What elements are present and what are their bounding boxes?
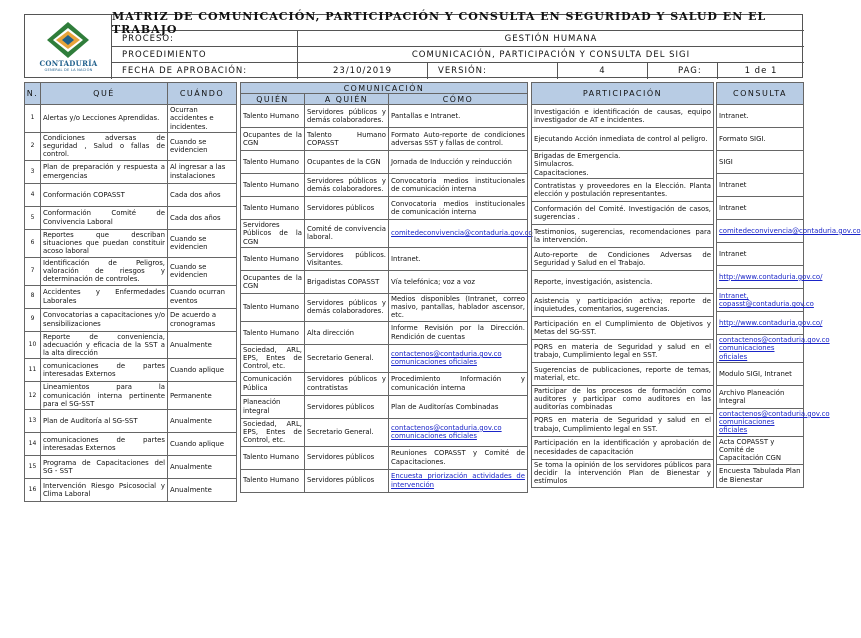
table-row [532,413,714,436]
cell-consulta [717,220,861,243]
cell-quien: Talento Humano [241,247,305,270]
cell-consulta: Intranet [717,197,804,220]
proceso-value: GESTIÓN HUMANA [504,33,598,44]
table-row [25,410,237,433]
logo-text: CONTADURÍA [39,59,98,68]
cell-como: Pantallas e Intranet. [389,105,528,128]
cell-a-quien: Ocupantes de la CGN [305,151,389,174]
cell-que: Intervención Riesgo Psicosocial y Clima Laboral [41,479,168,502]
cell-quien: Talento Humano [241,174,305,197]
table-row [717,266,804,289]
cell-cuando: Cada dos años [168,183,237,206]
link-consulta[interactable]: contactenos@contaduria.gov.co comunicaciones oficiales [719,409,830,435]
cell-cuando: Anualmente [168,410,237,433]
cell-participacion: Reporte, investigación, asistencia. [532,270,714,293]
que-cuando-table [24,82,237,502]
cell-n: 2 [25,132,41,160]
cell-participacion: Auto-reporte de Condiciones Adversas de Seguridad y Salud en el Trabajo. [532,247,714,270]
cell-como [389,344,528,372]
cell-como: Informe Revisión por la Dirección. Rendición de cuentas [389,321,528,344]
column-header-como: CÓMO [389,94,528,105]
cell-consulta: Acta COPASST y Comité de Capacitación CGN [717,436,804,464]
link-como[interactable]: contactenos@contaduria.gov.co comunicaciones oficiales [391,423,502,441]
cell-que: Programa de Capacitaciones del SG - SST [41,456,168,479]
cell-consulta: Intranet [717,243,804,266]
table-row [241,174,528,197]
table-row [532,151,714,179]
table-row [532,459,714,487]
table-row [241,293,528,321]
table-row [25,206,237,229]
cell-n: 13 [25,410,41,433]
cell-cuando: Cuando se evidencien [168,229,237,257]
cell-quien: Planeación integral [241,395,305,418]
cell-cuando: Cuando se evidencien [168,132,237,160]
consulta-table [716,82,861,488]
cell-participacion: Se toma la opinión de los servidores públicos para decidir la intervención Plan de Bienestar y estímulos [532,459,714,487]
cell-que: Plan de preparación y respuesta a emergencias [41,160,168,183]
cell-cuando: De acuerdo a cronogramas [168,308,237,331]
cell-participacion: Asistencia y participación activa; reporte de inquietudes, comentarios, sugerencias. [532,293,714,316]
table-row [717,362,804,385]
table-row [25,160,237,183]
cell-a-quien: Secretario General. [305,344,389,372]
cell-que: Plan de Auditoría al SG-SST [41,410,168,433]
institution-logo [25,15,112,79]
cell-como: Convocatoria medios institucionales de comunicación interna [389,197,528,220]
column-header-a-quien: A QUIÉN [305,94,389,105]
cell-n: 4 [25,183,41,206]
column-header-que: QUÉ [41,83,168,105]
cell-que: comunicaciones de partes interesadas Externos [41,433,168,456]
cell-participacion: Investigación e identificación de causas, equipo investigador de AT e incidentes. [532,105,714,128]
table-row [717,385,804,408]
cell-consulta: Archivo Planeación Integral [717,385,804,408]
table-row [241,128,528,151]
cell-quien: Sociedad, ARL, EPS, Entes de Control, etc. [241,344,305,372]
table-row [241,105,528,128]
link-consulta[interactable]: http://www.contaduria.gov.co/ [719,272,823,281]
cell-n: 5 [25,206,41,229]
cell-n: 15 [25,456,41,479]
table-row [241,344,528,372]
cell-como [389,469,528,492]
cell-a-quien: Comité de convivencia laboral. [305,220,389,248]
cell-que: comunicaciones de partes interesadas Externos [41,359,168,382]
cell-cuando: Permanente [168,382,237,410]
table-row [532,224,714,247]
table-row [241,197,528,220]
cell-quien: Talento Humano [241,293,305,321]
pag-value: 1 de 1 [744,66,778,76]
table-row [532,105,714,128]
cell-participacion: Ejecutando Acción inmediata de control al peligro. [532,128,714,151]
column-header-n: N. [25,83,41,105]
version-value: 4 [558,63,648,79]
table-row [241,247,528,270]
cell-consulta [717,312,823,335]
table-row [532,293,714,316]
column-header-quien: QUIÉN [241,94,305,105]
table-row [25,257,237,285]
cell-quien: Servidores Públicos de la CGN [241,220,305,248]
cell-que: Condiciones adversas de seguridad , Salud o fallas de control. [41,132,168,160]
fecha-label: FECHA DE APROBACIÓN: [112,63,298,79]
cell-a-quien: Servidores públicos. Visitantes. [305,247,389,270]
cell-como: Reuniones COPASST y Comité de Capacitaciones. [389,446,528,469]
link-consulta[interactable]: comitedeconvivencia@contaduria.gov.co [719,226,861,235]
link-consulta[interactable]: http://www.contaduria.gov.co/ [719,318,823,327]
cell-quien: Talento Humano [241,321,305,344]
cell-cuando: Ocurran accidentes e incidentes. [168,105,237,133]
cell-consulta [717,335,830,363]
logo-emblem-icon [43,20,93,60]
cell-quien: Ocupantes de la CGN [241,270,305,293]
table-row [717,220,804,243]
table-row [25,105,237,133]
cell-n: 12 [25,382,41,410]
cell-n: 1 [25,105,41,133]
cell-cuando: Cuando aplique [168,433,237,456]
table-row [532,201,714,224]
participacion-table [531,82,714,488]
cell-como: Vía telefónica; voz a voz [389,270,528,293]
proceso-row [112,31,804,47]
cell-cuando: Cuando ocurran eventos [168,285,237,308]
cell-cuando: Anualmente [168,331,237,359]
table-row [241,372,528,395]
cell-que: Reportes que describan situaciones que puedan constituir acoso laboral [41,229,168,257]
cell-como: Jornada de Inducción y reinducción [389,151,528,174]
fecha-value: 23/10/2019 [298,63,428,79]
link-como[interactable]: Encuesta priorización actividades de intervención [391,472,525,489]
cell-n: 3 [25,160,41,183]
table-row [25,331,237,359]
cell-participacion: Participar de los procesos de formación como auditores y participar como auditores en las auditorías combinadas [532,385,714,413]
table-row [25,359,237,382]
cell-a-quien: Alta dirección [305,321,389,344]
table-row [532,247,714,270]
cell-que: Reporte de conveniencia, adecuación y eficacia de la SST a la alta dirección [41,331,168,359]
cell-como: Intranet. [389,247,528,270]
cell-que: Lineamientos para la comunicación interna pertinente para el SG-SST [41,382,168,410]
cell-como: Convocatoria medios institucionales de comunicación interna [389,174,528,197]
table-row [25,229,237,257]
table-row [25,456,237,479]
cell-participacion: Participación en la identificación y aprobación de necesidades de capacitación [532,436,714,459]
link-consulta[interactable]: Intranet, copasst@contaduria.gov.co [719,291,814,308]
table-row [717,128,804,151]
column-header-comunicacion: COMUNICACIÓN [241,83,528,94]
cell-n: 16 [25,479,41,502]
table-row [25,132,237,160]
cell-n: 11 [25,359,41,382]
cell-cuando: Al ingresar a las instalaciones [168,160,237,183]
document-title: MATRIZ DE COMUNICACIÓN, PARTICIPACIÓN Y CONSULTA EN SEGURIDAD Y SALUD EN EL TRABAJO [112,9,767,36]
version-label: VERSIÓN: [428,63,558,79]
table-row [717,197,804,220]
table-row [25,308,237,331]
cell-consulta: Intranet. [717,105,804,128]
cell-n: 14 [25,433,41,456]
table-row [25,183,237,206]
logo-subtext: GENERAL DE LA NACIÓN [44,68,93,72]
cell-consulta [717,289,814,312]
table-row [532,316,714,339]
cell-participacion: Contratistas y proveedores en la Elección. Planta elección y postulación representantes. [532,178,714,201]
cell-participacion: Testimonios, sugerencias, recomendaciones para la intervención. [532,224,714,247]
cell-participacion: PQRS en materia de Seguridad y salud en el trabajo, Cumplimiento legal en SST. [532,339,714,362]
cell-a-quien: Servidores públicos y demás colaboradores. [305,105,389,128]
cell-quien: Comunicación Pública [241,372,305,395]
cell-que: Alertas y/o Lecciones Aprendidas. [41,105,168,133]
cell-que: Convocatorias a capacitaciones y/o sensibilizaciones [41,308,168,331]
comunicacion-table [240,82,533,493]
column-header-participacion: PARTICIPACIÓN [532,83,714,105]
table-row [717,464,804,487]
table-row [717,436,804,464]
cell-a-quien: Servidores públicos [305,469,389,492]
cell-que: Identificación de Peligros, valoración de riesgos y determinación de controles. [41,257,168,285]
cell-participacion: Participación en el Cumplimiento de Objetivos y Metas del SG-SST. [532,316,714,339]
table-row [241,446,528,469]
cell-como: Medios disponibles (Intranet, correo masivo, pantallas, hablador ascensor, etc. [389,293,528,321]
cell-que: Conformación COPASST [41,183,168,206]
cell-como: Plan de Auditorías Combinadas [389,395,528,418]
cell-consulta: Encuesta Tabulada Plan de Bienestar [717,464,804,487]
cell-cuando: Cuando aplique [168,359,237,382]
table-row [717,408,804,436]
cell-n: 9 [25,308,41,331]
table-row [25,285,237,308]
cell-a-quien: Brigadistas COPASST [305,270,389,293]
cell-consulta [717,408,830,436]
cell-cuando: Cada dos años [168,206,237,229]
table-row [241,270,528,293]
document-title-row [112,9,804,36]
table-row [532,128,714,151]
table-row [241,395,528,418]
cell-a-quien: Secretario General. [305,418,389,446]
cell-cuando: Anualmente [168,456,237,479]
table-row [241,151,528,174]
cell-participacion: Conformación del Comité. Investigación de casos, sugerencias . [532,201,714,224]
cell-quien: Talento Humano [241,469,305,492]
link-consulta[interactable]: contactenos@contaduria.gov.co comunicaciones oficiales [719,336,830,361]
cell-cuando: Anualmente [168,479,237,502]
pag-label: PAG: [648,63,718,79]
table-row [717,105,804,128]
column-header-cuando: CUÁNDO [168,83,237,105]
cell-que: Accidentes y Enfermedades Laborales [41,285,168,308]
link-como[interactable]: contactenos@contaduria.gov.co comunicaciones oficiales [391,349,502,367]
cell-a-quien: Servidores públicos y demás colaboradores. [305,293,389,321]
cell-a-quien: Servidores públicos [305,197,389,220]
cell-a-quien: Servidores públicos y demás colaboradores. [305,174,389,197]
cell-quien: Ocupantes de la CGN [241,128,305,151]
cell-quien: Talento Humano [241,446,305,469]
table-row [241,321,528,344]
cell-quien: Talento Humano [241,105,305,128]
procedimiento-label: PROCEDIMIENTO [112,47,298,62]
table-row [717,243,804,266]
cell-a-quien: Talento Humano COPASST [305,128,389,151]
table-row [532,339,714,362]
table-row [717,151,804,174]
cell-participacion: Brigadas de Emergencia. Simulacros. Capacitaciones. [532,151,714,179]
table-row [532,270,714,293]
cell-quien: Talento Humano [241,151,305,174]
table-row [25,433,237,456]
table-row [717,289,804,312]
cell-n: 8 [25,285,41,308]
cell-n: 10 [25,331,41,359]
cell-n: 7 [25,257,41,285]
cell-quien: Talento Humano [241,197,305,220]
cell-consulta: Modulo SIGI, Intranet [717,362,804,385]
table-row [532,385,714,413]
table-row [532,178,714,201]
proceso-label: PROCESO: [112,31,298,46]
table-row [717,335,804,363]
fecha-row [112,63,804,79]
cell-participacion: Sugerencias de publicaciones, reporte de temas, material, etc. [532,362,714,385]
cell-como: Formato Auto-reporte de condiciones adversas SST y fallas de control. [389,128,528,151]
cell-a-quien: Servidores públicos [305,446,389,469]
document-header [24,9,803,78]
table-row [241,418,528,446]
cell-consulta: Formato SIGI. [717,128,804,151]
table-row [717,174,804,197]
table-row [241,469,528,492]
cell-consulta: Intranet [717,174,804,197]
cell-cuando: Cuando se evidencien [168,257,237,285]
link-como[interactable]: comitedeconvivencia@contaduria.gov.co [391,229,533,238]
table-row [25,479,237,502]
cell-como: Procedimiento Información y comunicación interna [389,372,528,395]
cell-consulta [717,266,823,289]
cell-consulta: SIGI [717,151,804,174]
table-row [532,436,714,459]
procedimiento-value: COMUNICACIÓN, PARTICIPACIÓN Y CONSULTA DEL SIGI [411,49,691,60]
table-row [532,362,714,385]
cell-n: 6 [25,229,41,257]
cell-quien: Sociedad, ARL, EPS, Entes de Control, etc. [241,418,305,446]
cell-como [389,418,528,446]
procedimiento-row [112,47,804,63]
table-row [25,382,237,410]
column-header-consulta: CONSULTA [717,83,804,105]
cell-como [389,220,533,248]
cell-a-quien: Servidores públicos y contratistas [305,372,389,395]
cell-a-quien: Servidores públicos [305,395,389,418]
table-row [717,312,804,335]
cell-que: Conformación Comité de Convivencia Laboral [41,206,168,229]
table-row [241,220,528,248]
cell-participacion: PQRS en materia de Seguridad y salud en el trabajo, Cumplimiento legal en SST. [532,413,714,436]
